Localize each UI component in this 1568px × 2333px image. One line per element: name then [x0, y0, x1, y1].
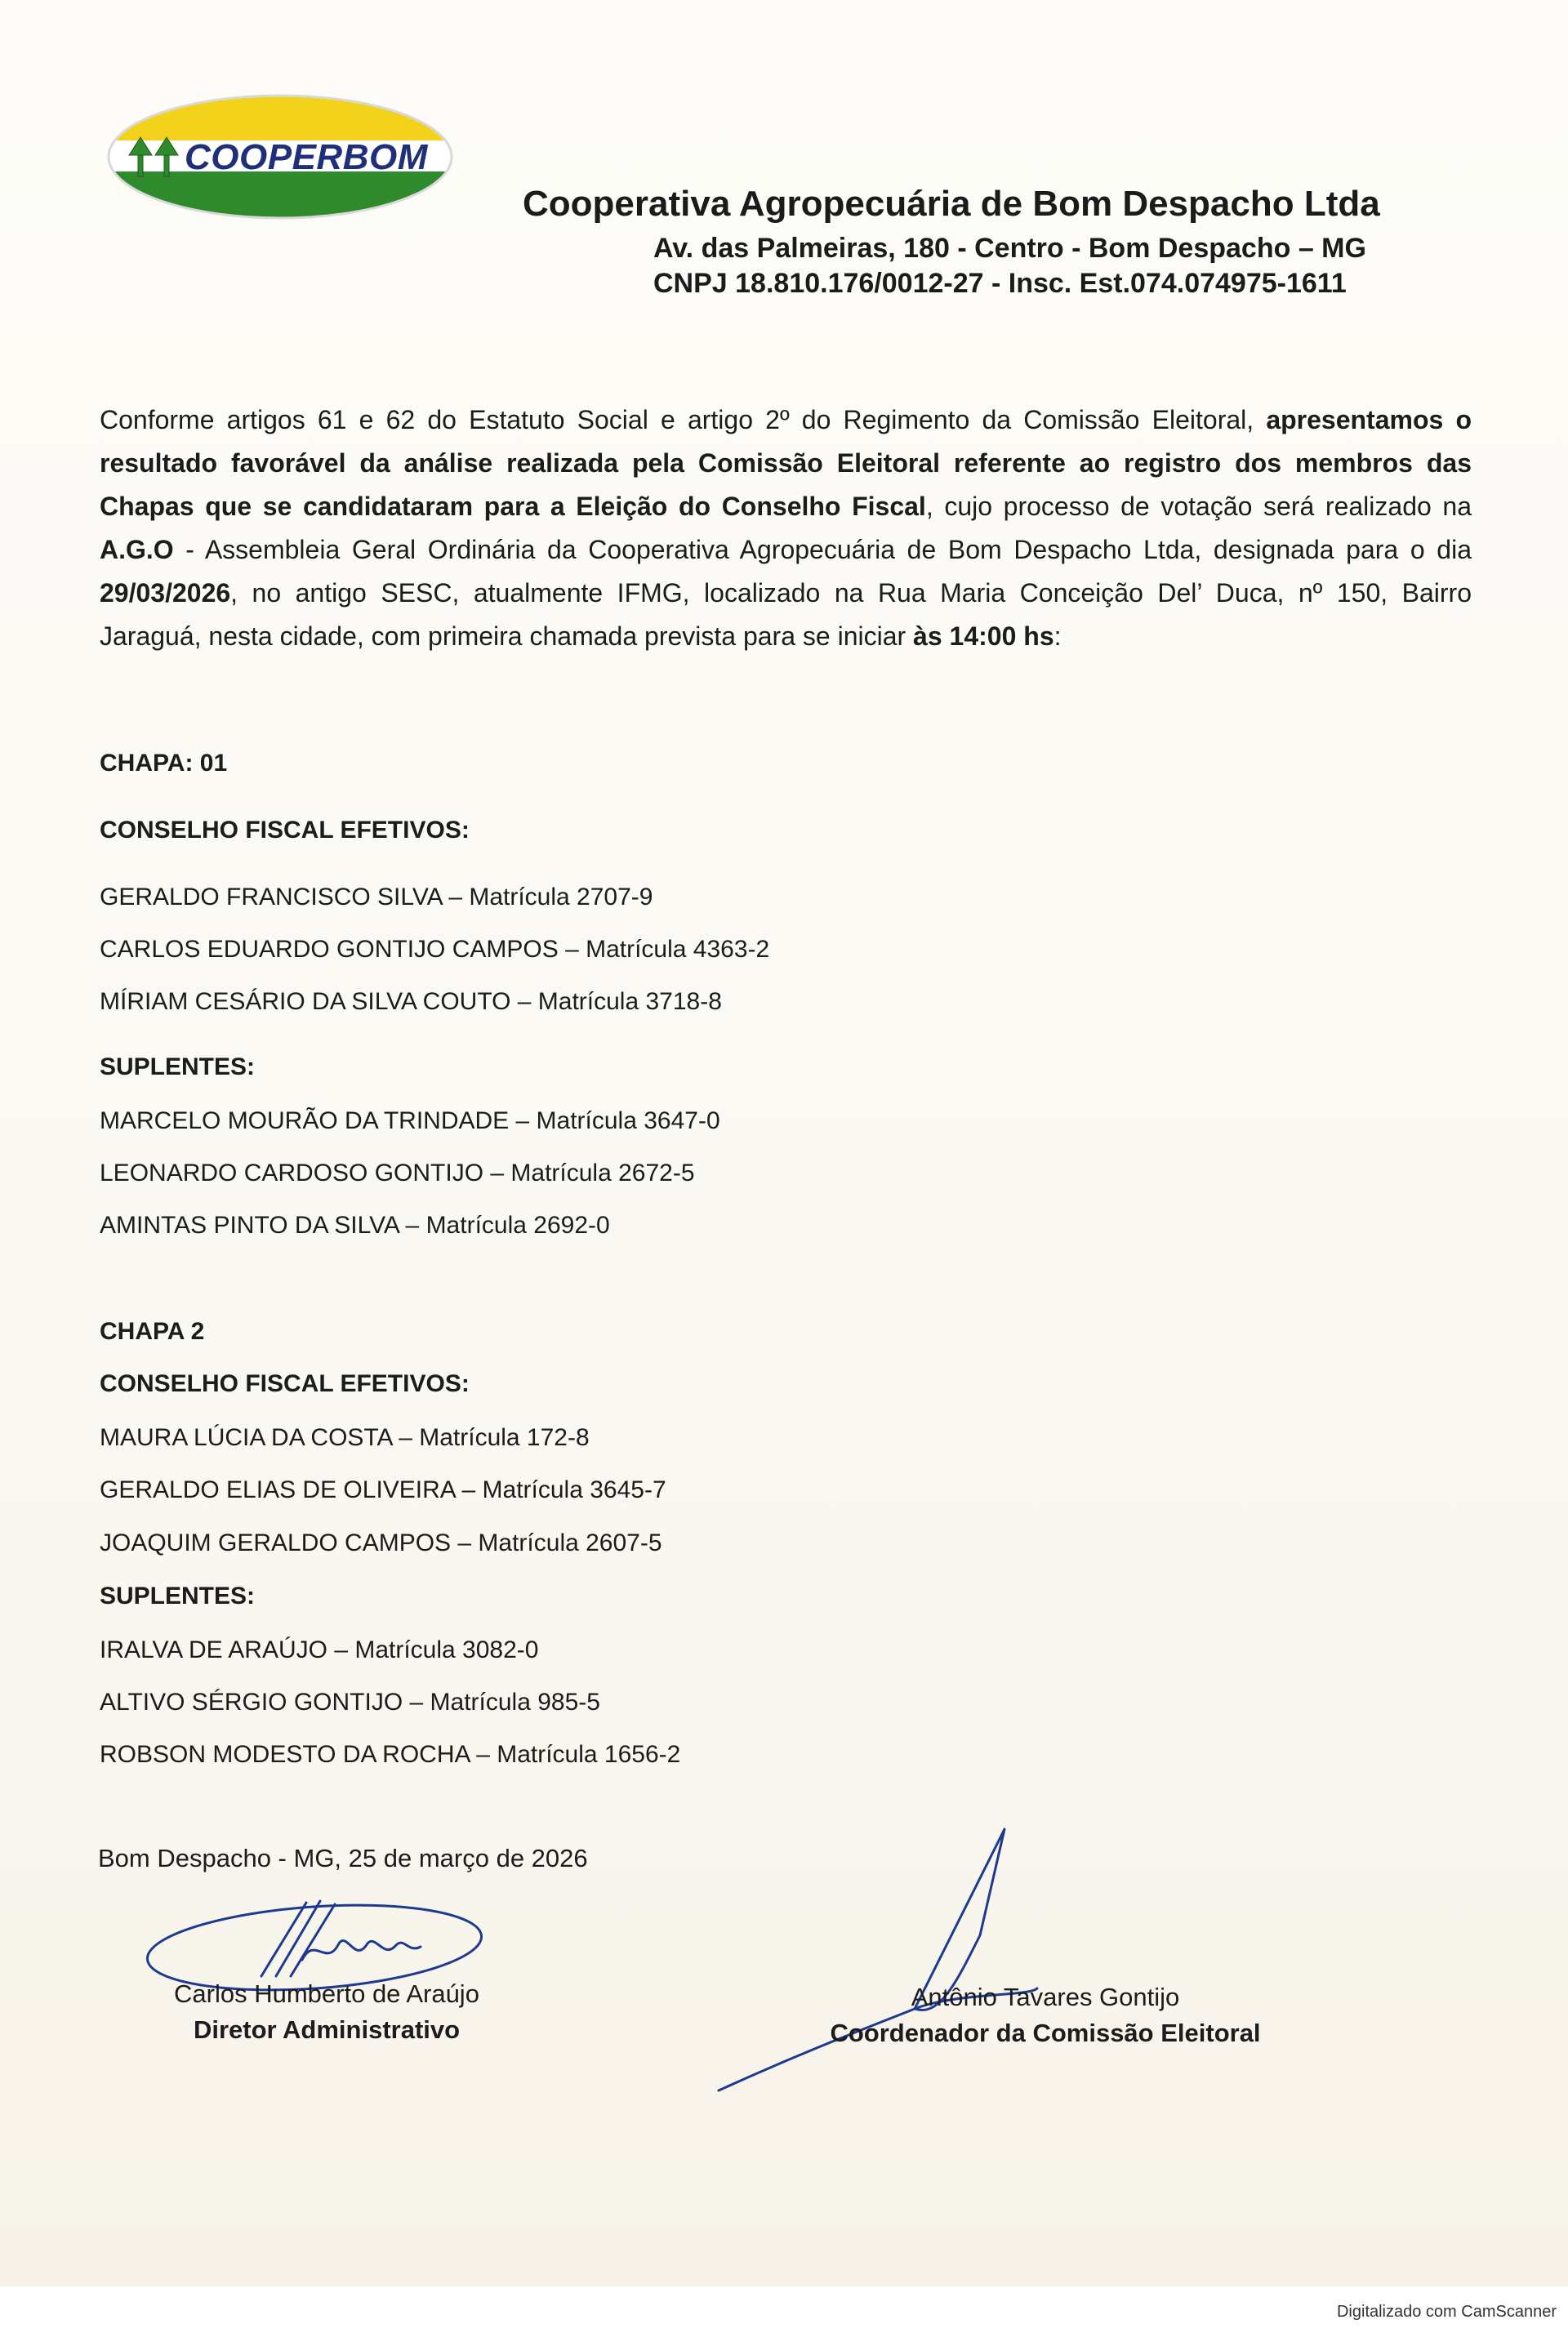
left-signature-block [163, 1979, 490, 2045]
chapa1-efetivo-3: MÍRIAM CESÁRIO DA SILVA COUTO – Matrícula 3718-8 [100, 988, 722, 1015]
chapa1-efetivo-2: CARLOS EDUARDO GONTIJO CAMPOS – Matrícula 4363-2 [100, 936, 770, 963]
logo-brand-text: COOPERBOM [185, 137, 428, 177]
chapa1-suplentes-label: SUPLENTES: [100, 1053, 256, 1080]
scanner-watermark: Digitalizado com CamScanner [1336, 2303, 1557, 2321]
intro-text-1: Conforme artigos 61 e 62 do Estatuto Social e artigo 2º do Regimento da Comissão Eleitoral, [100, 405, 1267, 434]
right-signatory-role: Coordenador da Comissão Eleitoral [830, 2019, 1261, 2047]
intro-bold-3: 29/03/2026 [100, 578, 231, 608]
chapa1-suplente-2: LEONARDO CARDOSO GONTIJO – Matrícula 2672-5 [100, 1160, 695, 1187]
chapa2-efetivos-label: CONSELHO FISCAL EFETIVOS: [100, 1370, 470, 1397]
right-signature-block [817, 1983, 1274, 2048]
company-address: Av. das Palmeiras, 180 - Centro - Bom Despacho – MG [653, 233, 1366, 264]
chapa2-title: CHAPA 2 [100, 1318, 205, 1345]
chapa2-suplente-2: ALTIVO SÉRGIO GONTIJO – Matrícula 985-5 [100, 1689, 600, 1716]
chapa2-suplente-1: IRALVA DE ARAÚJO – Matrícula 3082-0 [100, 1636, 539, 1663]
intro-bold-1: apresentamos o resultado favorável da análise realizada pela Comissão Eleitoral referente ao registro dos membros das Chapas que se candidataram para a Eleição do Conselho Fiscal [100, 405, 1472, 521]
chapa1-efetivos-label: CONSELHO FISCAL EFETIVOS: [100, 817, 470, 844]
company-name: Cooperativa Agropecuária de Bom Despacho Ltda [523, 184, 1380, 224]
chapa2-efetivo-1: MAURA LÚCIA DA COSTA – Matrícula 172-8 [100, 1424, 590, 1451]
intro-bold-4: às 14:00 hs [913, 621, 1054, 651]
intro-bold-2: A.G.O [100, 535, 174, 564]
intro-text-2: , cujo processo de votação será realizado na [925, 492, 1472, 521]
intro-paragraph [100, 398, 1472, 658]
chapa2-suplente-3: ROBSON MODESTO DA ROCHA – Matrícula 1656-2 [100, 1741, 681, 1768]
intro-text-4: , no antigo SESC, atualmente IFMG, localizado na Rua Maria Conceição Del’ Duca, nº 150, Bairro Jaraguá, nesta cidade, com primeira chamada prevista para se iniciar [100, 578, 1472, 651]
intro-text-5: : [1054, 621, 1062, 651]
scan-footer-strip [0, 2286, 1568, 2333]
chapa1-suplente-1: MARCELO MOURÃO DA TRINDADE – Matrícula 3647-0 [100, 1107, 720, 1134]
right-signatory-name: Antônio Tavares Gontijo [911, 1983, 1180, 2011]
letterhead [523, 184, 1470, 300]
chapa1-suplente-3: AMINTAS PINTO DA SILVA – Matrícula 2692-0 [100, 1212, 610, 1239]
intro-text-3: - Assembleia Geral Ordinária da Cooperativa Agropecuária de Bom Despacho Ltda, designada para o dia [173, 535, 1472, 564]
chapa2-suplentes-label: SUPLENTES: [100, 1583, 256, 1610]
chapa1-efetivo-1: GERALDO FRANCISCO SILVA – Matrícula 2707-9 [100, 884, 653, 910]
left-signatory-name: Carlos Humberto de Araújo [174, 1979, 479, 2008]
chapa1-title: CHAPA: 01 [100, 750, 228, 777]
company-cnpj: CNPJ 18.810.176/0012-27 - Insc. Est.074.074975-1611 [653, 268, 1347, 299]
date-line: Bom Despacho - MG, 25 de março de 2026 [98, 1844, 588, 1872]
right-signature-scrawl [710, 1821, 1070, 2099]
cooperbom-logo [105, 91, 456, 222]
chapa2-efetivo-3: JOAQUIM GERALDO CAMPOS – Matrícula 2607-5 [100, 1529, 662, 1556]
left-signatory-role: Diretor Administrativo [193, 2015, 461, 2044]
chapa2-efetivo-2: GERALDO ELIAS DE OLIVEIRA – Matrícula 3645-7 [100, 1476, 666, 1503]
